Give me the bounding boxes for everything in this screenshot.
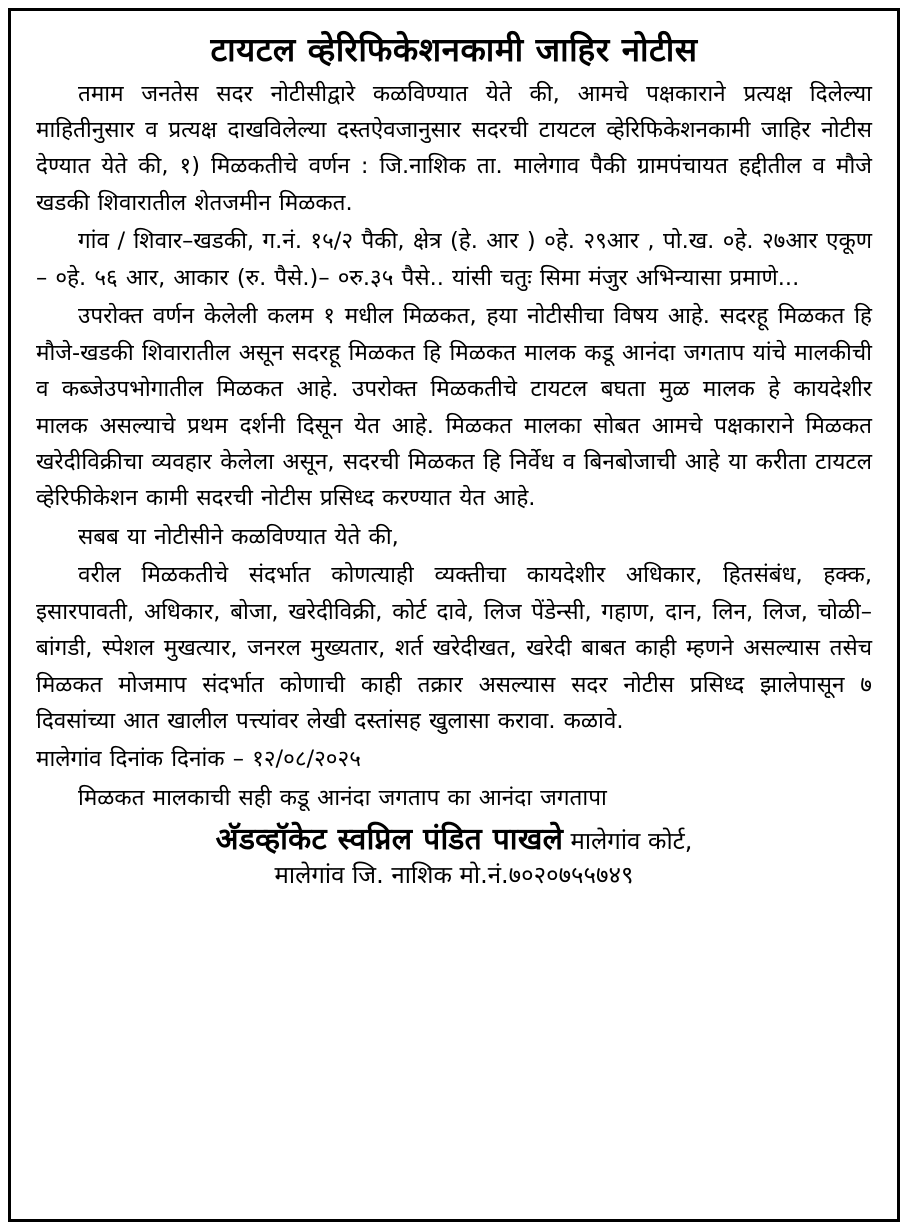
date-line: मालेगांव दिनांक दिनांक – १२/०८/२०२५	[36, 746, 361, 773]
advocate-name-line	[36, 820, 872, 861]
paragraph-5: वरील मिळकतीचे संदर्भात कोणत्याही व्यक्तीचा कायदेशीर अधिकार, हितसंबंध, हक्क, इसारपावती, अधिकार, बोजा, खरेदीविक्री, कोर्ट दावे, लिज पेंडेन्सी, गहाण, दान, लिन, लिज, चोळी–बांगडी, स्पेशल मुखत्यार, जनरल मुख्यतार, शर्त खरेदीखत, खरेदी बाबत काही म्हणने असल्यास तसेच मिळकत मोजमाप संदर्भात कोणाची काही तक्रार असल्यास सदर नोटीस प्रसिध्द झालेपासून ७ दिवसांच्या आत खालील पत्त्यांवर लेखी दस्तांसह खुलासा करावा. कळावे.	[36, 562, 872, 735]
page-title: टायटल व्हेरिफिकेशनकामी जाहिर नोटीस	[210, 30, 698, 69]
advocate-block	[36, 820, 872, 891]
paragraph-2: गांव / शिवार–खडकी, ग.नं. १५/२ पैकी, क्षेत्र (हे. आर ) ०हे. २९आर , पो.ख. ०हे. २७आर एकूण – ०हे. ५६ आर, आकार (रु. पैसे.)– ०रु.३५ पैसे.. यांसी चतुः सिमा मंजुर अभिन्यासा प्रमाणे...	[36, 228, 872, 291]
notice-content	[22, 20, 886, 1210]
owner-signature-line: मिळकत मालकाची सही कडू आनंदा जगताप का आनंदा जगतापा	[78, 784, 607, 811]
advocate-court: मालेगांव कोर्ट,	[570, 827, 693, 856]
advocate-address: मालेगांव जि. नाशिक मो.नं.७०२०७५५७४९	[274, 860, 634, 889]
paragraph-4: सबब या नोटीसीने कळविण्यात येते की,	[78, 523, 399, 550]
advocate-name: अ‍ॅडव्हॉकेट स्वप्निल पंडित पाखले	[215, 822, 564, 858]
paragraph-3: उपरोक्त वर्णन केलेली कलम १ मधील मिळकत, हया नोटीसीचा विषय आहे. सदरहू मिळकत हि मौजे-खडकी शिवारातील असून सदरहू मिळकत हि मिळकत मालक कडू आनंदा जगताप यांचे मालकीची व कब्जेउपभोगातील मिळकत आहे. उपरोक्त मिळकतीचे टायटल बघता मुळ मालक हे कायदेशीर मालक असल्याचे प्रथम दर्शनी दिसून येत आहे. मिळकत मालका सोबत आमचे पक्षकाराने मिळकत खरेदीविक्रीचा व्यवहार केलेला असून, सदरची मिळकत हि निर्वेध व बिनबोजाची आहे या करीता टायटल व्हेरिफीकेशन कामी सदरची नोटीस प्रसिध्द करण्यात येत आहे.	[36, 303, 872, 512]
paragraph-1: तमाम जनतेस सदर नोटीसीद्वारे कळविण्यात येते की, आमचे पक्षकाराने प्रत्यक्ष दिलेल्या माहितीनुसार व प्रत्यक्ष दाखविलेल्या दस्तऐवजानुसार सदरची टायटल व्हेरिफिकेशनकामी जाहिर नोटीस देण्यात येते की, १) मिळकतीचे वर्णन : जि.नाशिक ता. मालेगाव पैकी ग्रामपंचायत हद्दीतील व मौजे खडकी शिवारातील शेतजमीन मिळकत.	[36, 80, 872, 216]
